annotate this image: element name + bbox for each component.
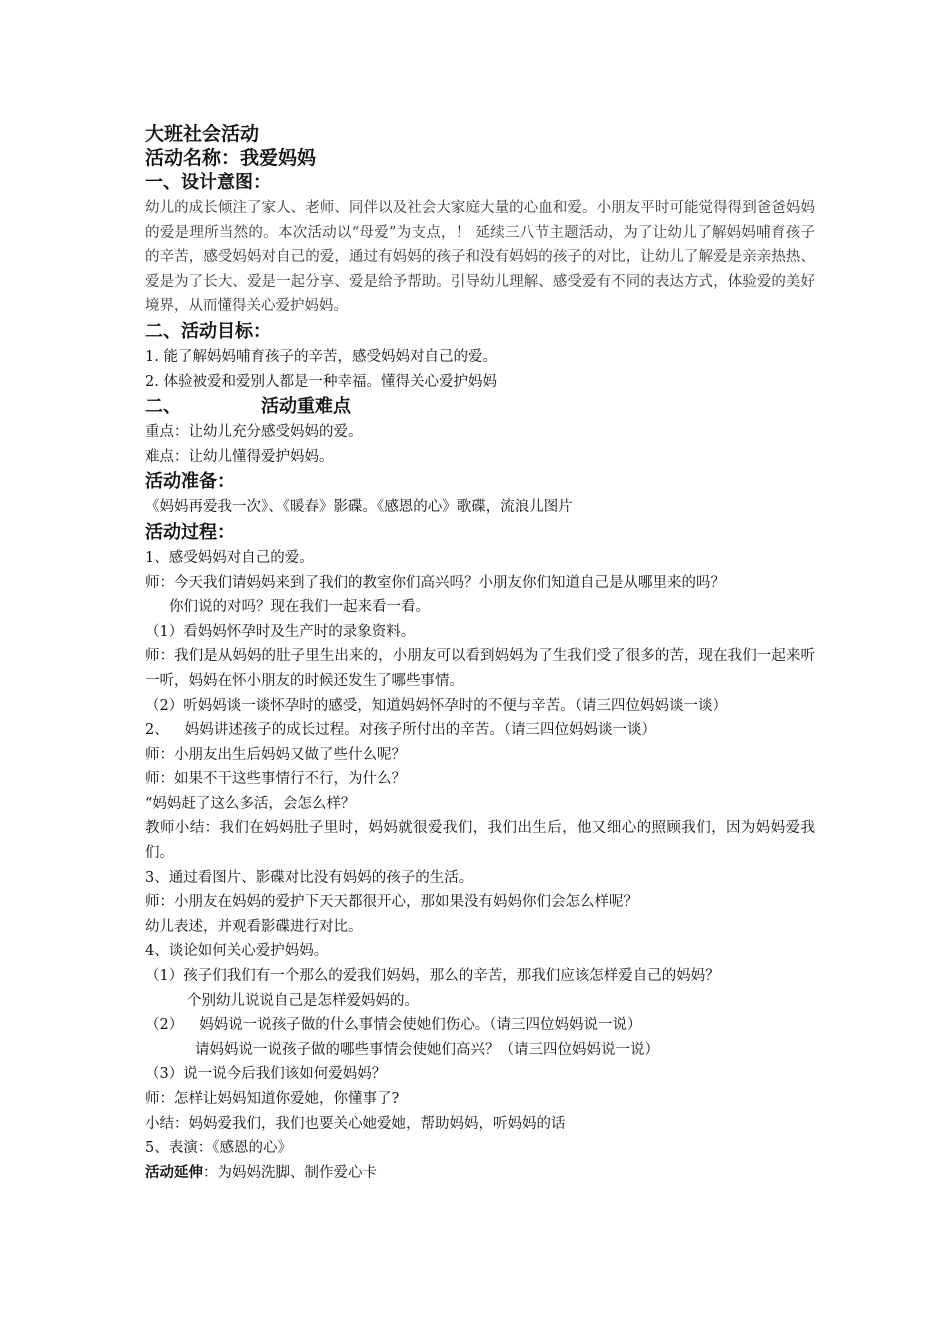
- goal-item-1: 1. 能了解妈妈哺育孩子的辛苦，感受妈妈对自己的爱。: [145, 348, 497, 365]
- document-title: 大班社会活动: [145, 123, 260, 145]
- process-line: 5、表演：《感恩的心》: [145, 1140, 292, 1157]
- key-point: 重点：让幼儿充分感受妈妈的爱。: [145, 424, 363, 441]
- preparation-text: 《妈妈再爱我一次》、《暖春》影碟。《感恩的心》歌碟，流浪儿图片: [145, 499, 573, 516]
- process-line: 教师小结：我们在妈妈肚子里时，妈妈就很爱我们，我们出生后，他又细心的照顾我们，因为妈妈爱我们。: [145, 820, 815, 862]
- section-heading-goals: 二、活动目标：: [145, 320, 271, 342]
- section-heading-preparation: 活动准备：: [145, 471, 235, 493]
- section-number: 二、: [145, 396, 181, 418]
- activity-extension: [145, 1161, 815, 1186]
- goal-item-2: 2. 体验被爱和爱别人都是一种幸福。懂得关心爱护妈妈: [145, 373, 497, 390]
- difficult-point: 难点：让幼儿懂得爱护妈妈。: [145, 448, 334, 465]
- process-line: （3）说一说今后我们该如何爱妈妈？: [145, 1066, 387, 1083]
- section-heading-key-points: [145, 394, 815, 420]
- process-line: （1）看妈妈怀孕时及生产时的录象资料。: [145, 623, 416, 640]
- item-text: 妈妈讲述孩子的成长过程。对孩子所付出的辛苦。（请三四位妈妈谈一谈）: [184, 722, 656, 739]
- document-page: [145, 122, 815, 1185]
- process-line: 3、通过看图片、影碟对比没有妈妈的孩子的生活。: [145, 869, 474, 886]
- process-line: （1）孩子们我们有一个那么的爱我们妈妈，那么的辛苦，那我们应该怎样爱自己的妈妈？: [145, 968, 720, 985]
- process-line: [145, 1013, 815, 1038]
- process-line: 幼儿表述，并观看影碟进行对比。: [145, 918, 363, 935]
- extension-text: ：为妈妈洗脚、制作爱心卡: [203, 1164, 377, 1181]
- process-line: 师：今天我们请妈妈来到了我们的教室你们高兴吗？小朋友你们知道自己是从哪里来的吗？: [145, 574, 725, 591]
- item-text: 妈妈说一说孩子做的什么事情会使她们伤心。（请三四位妈妈说一说）: [199, 1017, 642, 1034]
- process-line: [145, 718, 815, 743]
- process-line: “妈妈赶了这么多活，会怎么样？: [145, 795, 356, 812]
- section-heading-process: 活动过程：: [145, 521, 235, 543]
- item-number: 2、: [145, 722, 169, 739]
- item-number: （2）: [145, 1017, 184, 1034]
- process-line: 师：怎样让妈妈知道你爱她，你懂事了?: [145, 1091, 400, 1107]
- process-line: （2）听妈妈谈一谈怀孕时的感受，知道妈妈怀孕时的不便与辛苦。（请三四位妈妈谈一谈）: [145, 697, 727, 714]
- process-line: 小结：妈妈爱我们，我们也要关心她爱她，帮助妈妈，听妈妈的话: [145, 1115, 566, 1132]
- section-heading-text: 活动重难点: [261, 396, 351, 418]
- design-intent-paragraph: 幼儿的成长倾注了家人、老师、同伴以及社会大家庭大量的心血和爱。小朋友平时可能觉得得到爸爸妈妈的爱是理所当然的。本次活动以“母爱”为支点，！ 延续三八节主题活动，为了让幼儿了解妈妈哺育孩子的辛苦，感受妈妈对自己的爱，通过有妈妈的孩子和没有妈妈的孩子的对比，让幼儿了解爱是亲亲热热、爱是为了长大、爱是一起分享、爱是给予帮助。引导幼儿理解、感受爱有不同的表达方式，体验爱的美好境界，从而懂得关心爱护妈妈。: [145, 200, 815, 315]
- process-line: 1、感受妈妈对自己的爱。: [145, 549, 314, 566]
- process-line: 师：小朋友在妈妈的爱护下天天都很开心，那如果没有妈妈你们会怎么样呢？: [145, 894, 638, 911]
- process-line: 个别幼儿说说自己是怎样爱妈妈的。: [187, 992, 419, 1009]
- process-line: 师：我们是从妈妈的肚子里生出来的，小朋友可以看到妈妈为了生我们受了很多的苦，现在我们一起来听一听，妈妈在怀小朋友的时候还发生了哪些事情。: [145, 648, 815, 689]
- process-line: 请妈妈说一说孩子做的哪些事情会使她们高兴？（请三四位妈妈说一说）: [195, 1041, 659, 1058]
- process-line: 师：如果不干这些事情行不行，为什么？: [145, 771, 406, 788]
- process-line: 师：小朋友出生后妈妈又做了些什么呢？: [145, 746, 406, 763]
- extension-label: 活动延伸: [145, 1164, 203, 1181]
- activity-name: 活动名称：我爱妈妈: [145, 147, 317, 169]
- process-line: 你们说的对吗？现在我们一起来看一看。: [169, 599, 430, 616]
- process-line: 4、谈论如何关心爱护妈妈。: [145, 943, 329, 960]
- section-heading-design: 一、设计意图：: [145, 172, 271, 193]
